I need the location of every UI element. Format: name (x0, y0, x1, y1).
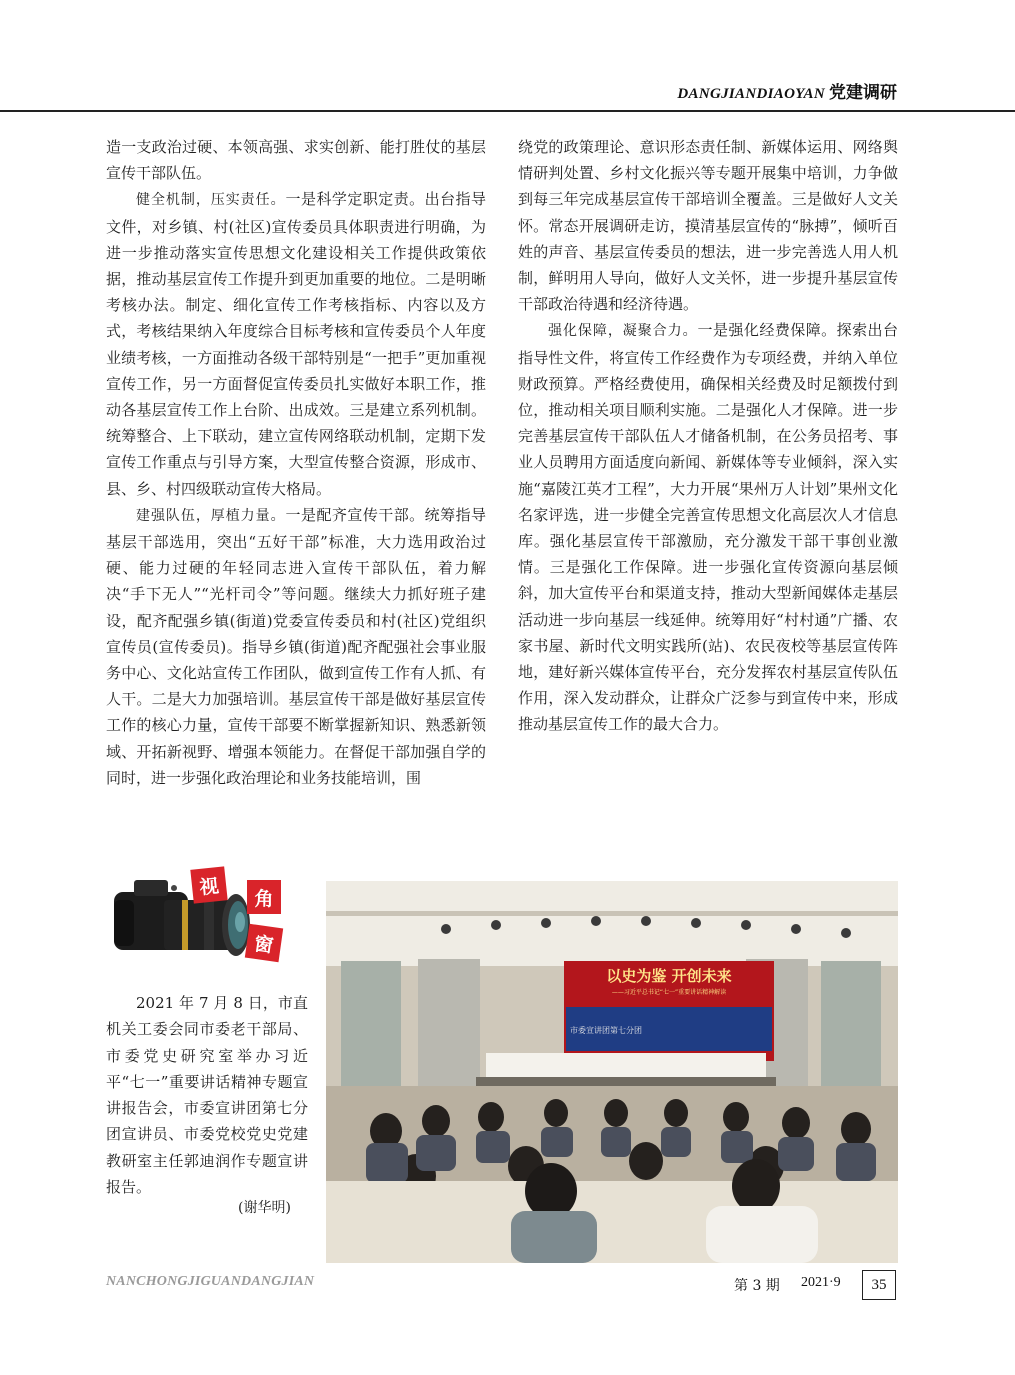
right-paragraph-1: 绕党的政策理论、意识形态责任制、新媒体运用、网络舆情研判处置、乡村文化振兴等专题开展集中培训，力争做到每三年完成基层宣传干部培训全覆盖。三是做好人文关怀。常态开展调研走访，摸清基层宣传的“脉搏”，倾听百姓的声音、基层宣传委员的想法，进一步完善选人用人机制，鲜明用人导向，做好人文关怀，进一步提升基层宣传干部政治待遇和经济待遇。 (518, 138, 898, 314)
right-paragraph-2 (518, 317, 898, 737)
right-paragraph-2-body: 一是强化经费保障。探索出台指导性文件，将宣传工作经费作为专项经费，并纳入单位财政预算。严格经费使用，确保相关经费及时足额拨付到位，推动相关项目顺利实施。二是强化人才保障。进一步完善基层宣传干部队伍人才储备机制，在公务员招考、事业人员聘用方面适度向新闻、新媒体等专业倾斜，深入实施“嘉陵江英才工程”，大力开展“果州万人计划”果州文化名家评选，进一步健全完善宣传思想文化高层次人才信息库。强化基层宣传干部激励，充分激发干部干事创业激情。三是强化工作保障。进一步强化宣传资源向基层倾斜，加大宣传平台和渠道支持，推动大型新闻媒体走基层活动进一步向基层一线延伸。统筹用好“村村通”广播、农家书屋、新时代文明实践所(站)、农民夜校等基层宣传阵地，建好新兴媒体宣传平台，充分发挥农村基层宣传队伍作用，深入发动群众，让群众广泛参与到宣传中来，形成推动基层宣传工作的最大合力。 (518, 321, 898, 734)
header-rule (0, 110, 1015, 112)
right-column (518, 134, 898, 738)
left-column (106, 134, 486, 791)
badge-jiao: 角 (247, 880, 281, 914)
header-chinese-title: 党建调研 (829, 83, 897, 103)
section-heading-mechanism: 健全机制，压实责任。 (136, 192, 286, 209)
footer-journal-name: NANCHONGJIGUANDANGJIAN (106, 1274, 315, 1289)
running-header (677, 78, 897, 108)
banner-subtitle: ——习近平总书记“七一”重要讲话精神解读 (611, 989, 727, 996)
page-number: 35 (862, 1270, 896, 1300)
left-paragraph-2 (106, 186, 486, 501)
badge-chuang: 窗 (245, 924, 283, 962)
header-english-title: DANGJIANDIAOYAN (677, 86, 825, 102)
footer-issue: 第 3 期 (734, 1278, 780, 1294)
badge-shi: 视 (190, 866, 227, 903)
left-paragraph-3-body: 一是配齐宣传干部。统筹指导基层干部选用，突出“五好干部”标准，大力选用政治过硬、能力过硬的年轻同志进入宣传干部队伍，着力解决“手下无人”“光杆司令”等问题。继续大力抓好班子建设，配齐配强乡镇(街道)党委宣传委员和村(社区)党组织宣传员(宣传委员)。指导乡镇(街道)配齐配强社会事业服务中心、文化站宣传工作团队，做到宣传工作有人抓、有人干。二是大力加强培训。基层宣传干部是做好基层宣传工作的核心力量，宣传干部要不断掌握新知识、熟悉新领域、开拓新视野、增强本领能力。在督促干部加强自学的同时，进一步强化政治理论和业务技能培训，围 (106, 505, 486, 787)
camera-icon (104, 870, 254, 980)
meeting-hall-scene (326, 881, 898, 1263)
left-paragraph-2-body: 一是科学定职定责。出台指导文件，对乡镇、村(社区)宣传委员具体职责进行明确，为进一步推动落实宣传思想文化建设相关工作提供政策依据，推动基层宣传工作提升到更加重要的地位。二是明晰考核办法。制定、细化宣传工作考核指标、内容以及方式，考核结果纳入年度综合目标考核和宣传委员个人年度业绩考核，一方面推动各级干部特别是“一把手”更加重视宣传工作，另一方面督促宣传委员扎实做好本职工作，推动各基层宣传工作上台阶、出成效。三是建立系列机制。统筹整合、上下联动，建立宣传网络联动机制，定期下发宣传工作重点与引导方案，大型宣传整合资源，形成市、县、乡、村四级联动宣传大格局。 (106, 190, 486, 498)
left-paragraph-3 (106, 502, 486, 791)
photo-credit: (谢华明) (238, 1200, 291, 1216)
camera-graphic (104, 860, 322, 986)
left-paragraph-1: 造一支政治过硬、本领高强、求实创新、能打胜仗的基层宣传干部队伍。 (106, 138, 486, 183)
section-heading-team: 建强队伍，厚植力量。 (136, 507, 286, 524)
banner-title: 以史为鉴 开创未来 (606, 967, 732, 985)
footer-date: 2021·9 (801, 1275, 841, 1290)
section-heading-support: 强化保障，凝聚合力。 (548, 323, 698, 340)
meeting-photo (326, 881, 898, 1263)
screen-text: 市委宣讲团第七分团 (570, 1026, 642, 1035)
photo-caption (106, 990, 308, 1200)
caption-text: 2021 年 7 月 8 日，市直机关工委会同市委老干部局、市委党史研究室举办习近平“七一”重要讲话精神专题宣讲报告会，市委宣讲团第七分团宣讲员、市委党校党史党建教研室主任郭迪润作专题宣讲报告。 (106, 994, 308, 1197)
